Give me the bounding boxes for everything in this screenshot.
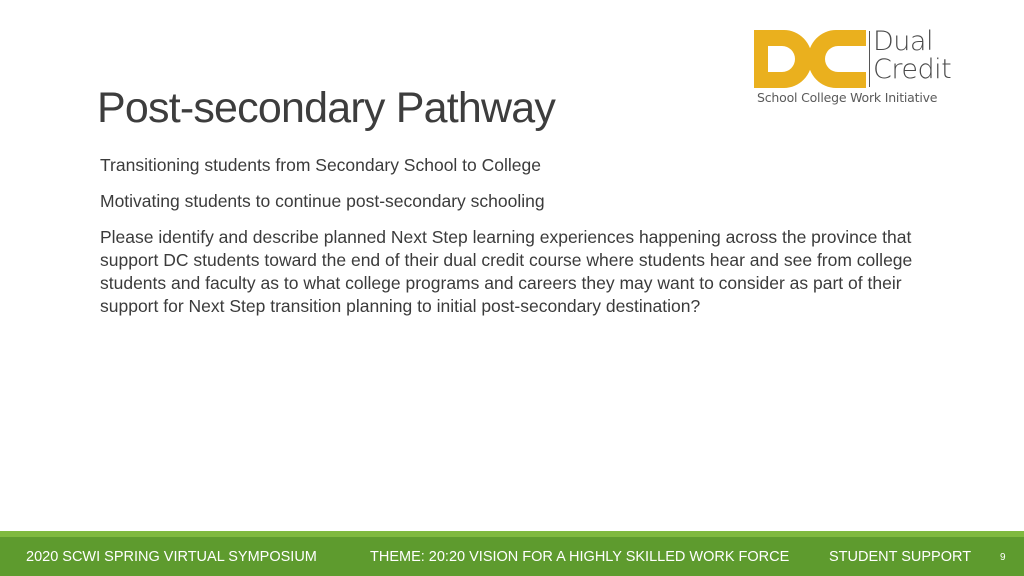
page-number: 9: [1000, 552, 1006, 563]
footer-theme: THEME: 20:20 VISION FOR A HIGHLY SKILLED WORK FORCE: [370, 549, 790, 565]
logo-tagline: School College Work Initiative: [757, 90, 938, 105]
body-item-transitioning: Transitioning students from Secondary School to College: [100, 155, 541, 175]
logo-word-credit: Credit: [873, 54, 952, 85]
footer-section: STUDENT SUPPORT: [829, 549, 972, 565]
dc-logo-mark-icon: [754, 30, 866, 88]
dual-credit-logo: [754, 28, 968, 110]
body-item-question: Please identify and describe planned Next Step learning experiences happening across the province that support DC students toward the end of their dual credit course where students hear and see from college students and faculty as to what college programs and careers they may want to consider as part of their support for Next Step transition planning to initial post-secondary destination?: [100, 227, 913, 316]
slide-title: Post-secondary Pathway: [97, 84, 556, 132]
slide-body: [100, 154, 930, 331]
logo-word-dual: Dual: [873, 26, 933, 57]
footer-bar: [0, 537, 1024, 576]
logo-divider: [869, 31, 870, 87]
body-item-motivating: Motivating students to continue post-secondary schooling: [100, 191, 545, 211]
footer-event: 2020 SCWI SPRING VIRTUAL SYMPOSIUM: [26, 549, 317, 565]
